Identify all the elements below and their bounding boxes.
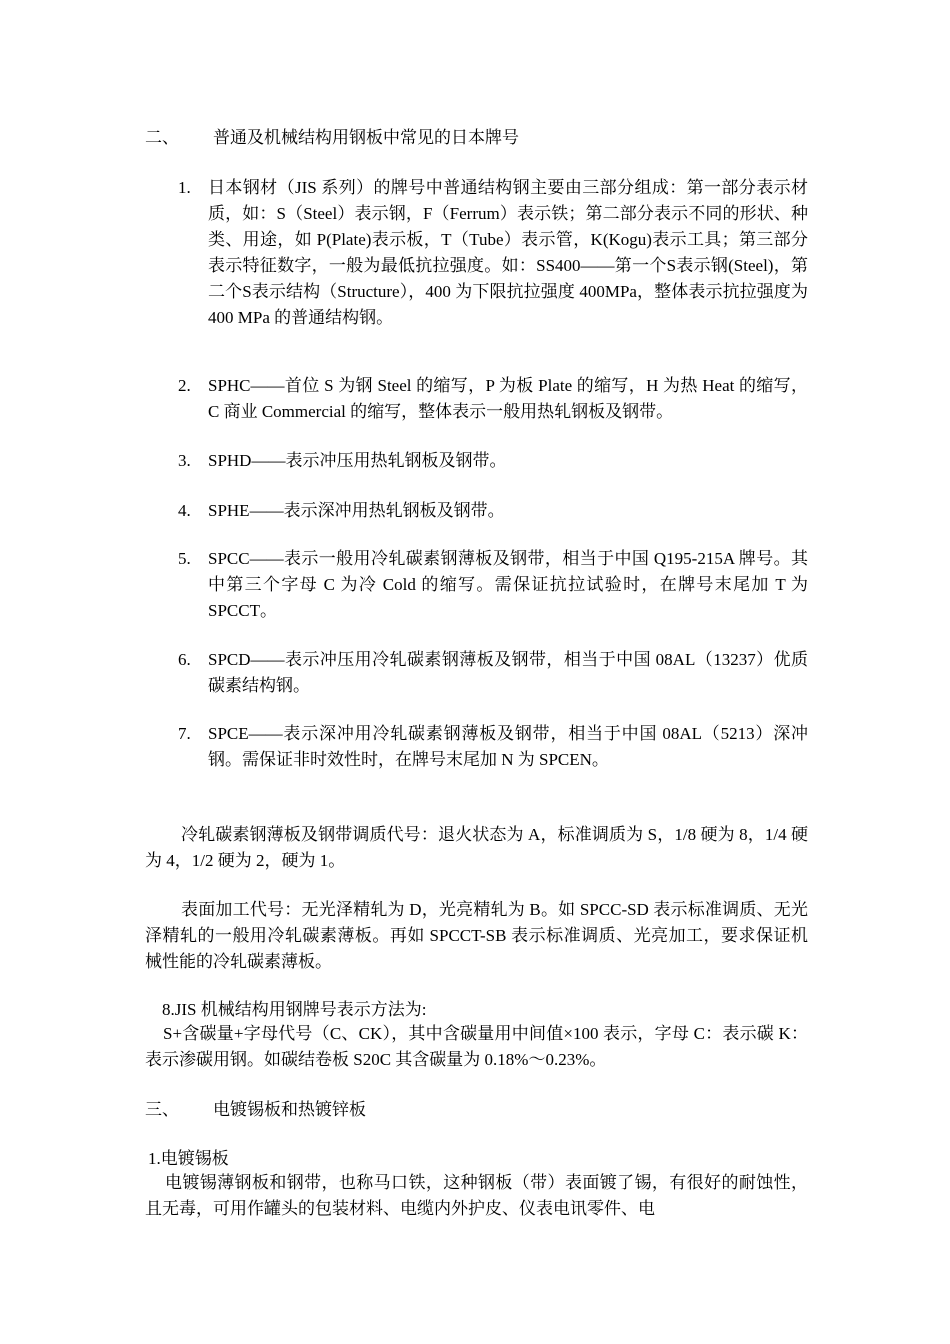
list-item-5 [178, 546, 808, 624]
list-item-text: SPHD——表示冲压用热轧钢板及钢带。 [208, 451, 507, 470]
list-item-number: 5. [178, 549, 191, 568]
list-item-2 [178, 373, 808, 425]
list-item-number: 4. [178, 501, 191, 520]
list-item-text: SPHE——表示深冲用热轧钢板及钢带。 [208, 501, 505, 520]
list-item-number: 1. [178, 178, 191, 197]
list-item-text: SPCC——表示一般用冷轧碳素钢薄板及钢带，相当于中国 Q195-215A 牌号。其中第三个字母 C 为冷 Cold 的缩写。需保证抗拉试验时，在牌号末尾加 T 为 SPCCT。 [208, 549, 808, 620]
subsection-heading: 1.电镀锡板 [148, 1149, 229, 1168]
list-item-7 [178, 721, 808, 773]
list-item-text: SPCD——表示冲压用冷轧碳素钢薄板及钢带，相当于中国 08AL（13237）优质碳素结构钢。 [208, 650, 808, 695]
section-title: 电镀锡板和热镀锌板 [213, 1100, 366, 1119]
list-item-number: 7. [178, 724, 191, 743]
jis-heading: 8.JIS 机械结构用钢牌号表示方法为: [162, 1000, 427, 1019]
list-item-text: 日本钢材（JIS 系列）的牌号中普通结构钢主要由三部分组成：第一部分表示材质，如：S（Steel）表示钢，F（Ferrum）表示铁；第二部分表示不同的形状、种类、用途，如 P(Plate)表示板，T（Tube）表示管，K(Kogu)表示工具；第三部分表示特征数字，一般为最低抗拉强度。如：SS400——第一个S表示钢(Steel)，第二个S表示结构（Structure），400 为下限抗拉强度 400MPa，整体表示抗拉强度为 400 MPa 的普通结构钢。 [208, 178, 808, 327]
section-number: 三、 [145, 1100, 179, 1119]
jis-paragraph: S+含碳量+字母代号（C、CK），其中含碳量用中间值×100 表示，字母 C：表示碳 K：表示渗碳用钢。如碳结卷板 S20C 其含碳量为 0.18%～0.23%。 [145, 1024, 808, 1069]
list-item-number: 3. [178, 451, 191, 470]
list-item-text: SPCE——表示深冲用冷轧碳素钢薄板及钢带，相当于中国 08AL（5213）深冲钢。需保证非时效性时，在牌号末尾加 N 为 SPCEN。 [208, 724, 808, 769]
list-item-text: SPHC——首位 S 为钢 Steel 的缩写，P 为板 Plate 的缩写，H 为热 Heat 的缩写，C 商业 Commercial 的缩写，整体表示一般用热轧钢板及钢带。 [208, 376, 808, 421]
section-heading-2 [145, 125, 519, 151]
list-item-1 [178, 175, 808, 331]
section-heading-3 [145, 1097, 366, 1123]
list-item-4 [178, 498, 808, 524]
section-number: 二、 [145, 128, 179, 147]
surface-finish-paragraph: 表面加工代号：无光泽精轧为 D，光亮精轧为 B。如 SPCC-SD 表示标准调质、无光泽精轧的一般用冷轧碳素薄板。再如 SPCCT-SB 表示标准调质、光亮加工，要求保证机械性能的冷轧碳素薄板。 [145, 900, 808, 971]
list-item-number: 2. [178, 376, 191, 395]
tinplate-paragraph: 电镀锡薄钢板和钢带，也称马口铁，这种钢板（带）表面镀了锡，有很好的耐蚀性，且无毒，可用作罐头的包装材料、电缆内外护皮、仪表电讯零件、电 [145, 1173, 808, 1218]
section-title: 普通及机械结构用钢板中常见的日本牌号 [213, 128, 519, 147]
list-item-3 [178, 448, 808, 474]
temper-code-paragraph: 冷轧碳素钢薄板及钢带调质代号：退火状态为 A，标准调质为 S，1/8 硬为 8，1/4 硬为 4，1/2 硬为 2，硬为 1。 [145, 825, 808, 870]
list-item-number: 6. [178, 650, 191, 669]
list-item-6 [178, 647, 808, 699]
